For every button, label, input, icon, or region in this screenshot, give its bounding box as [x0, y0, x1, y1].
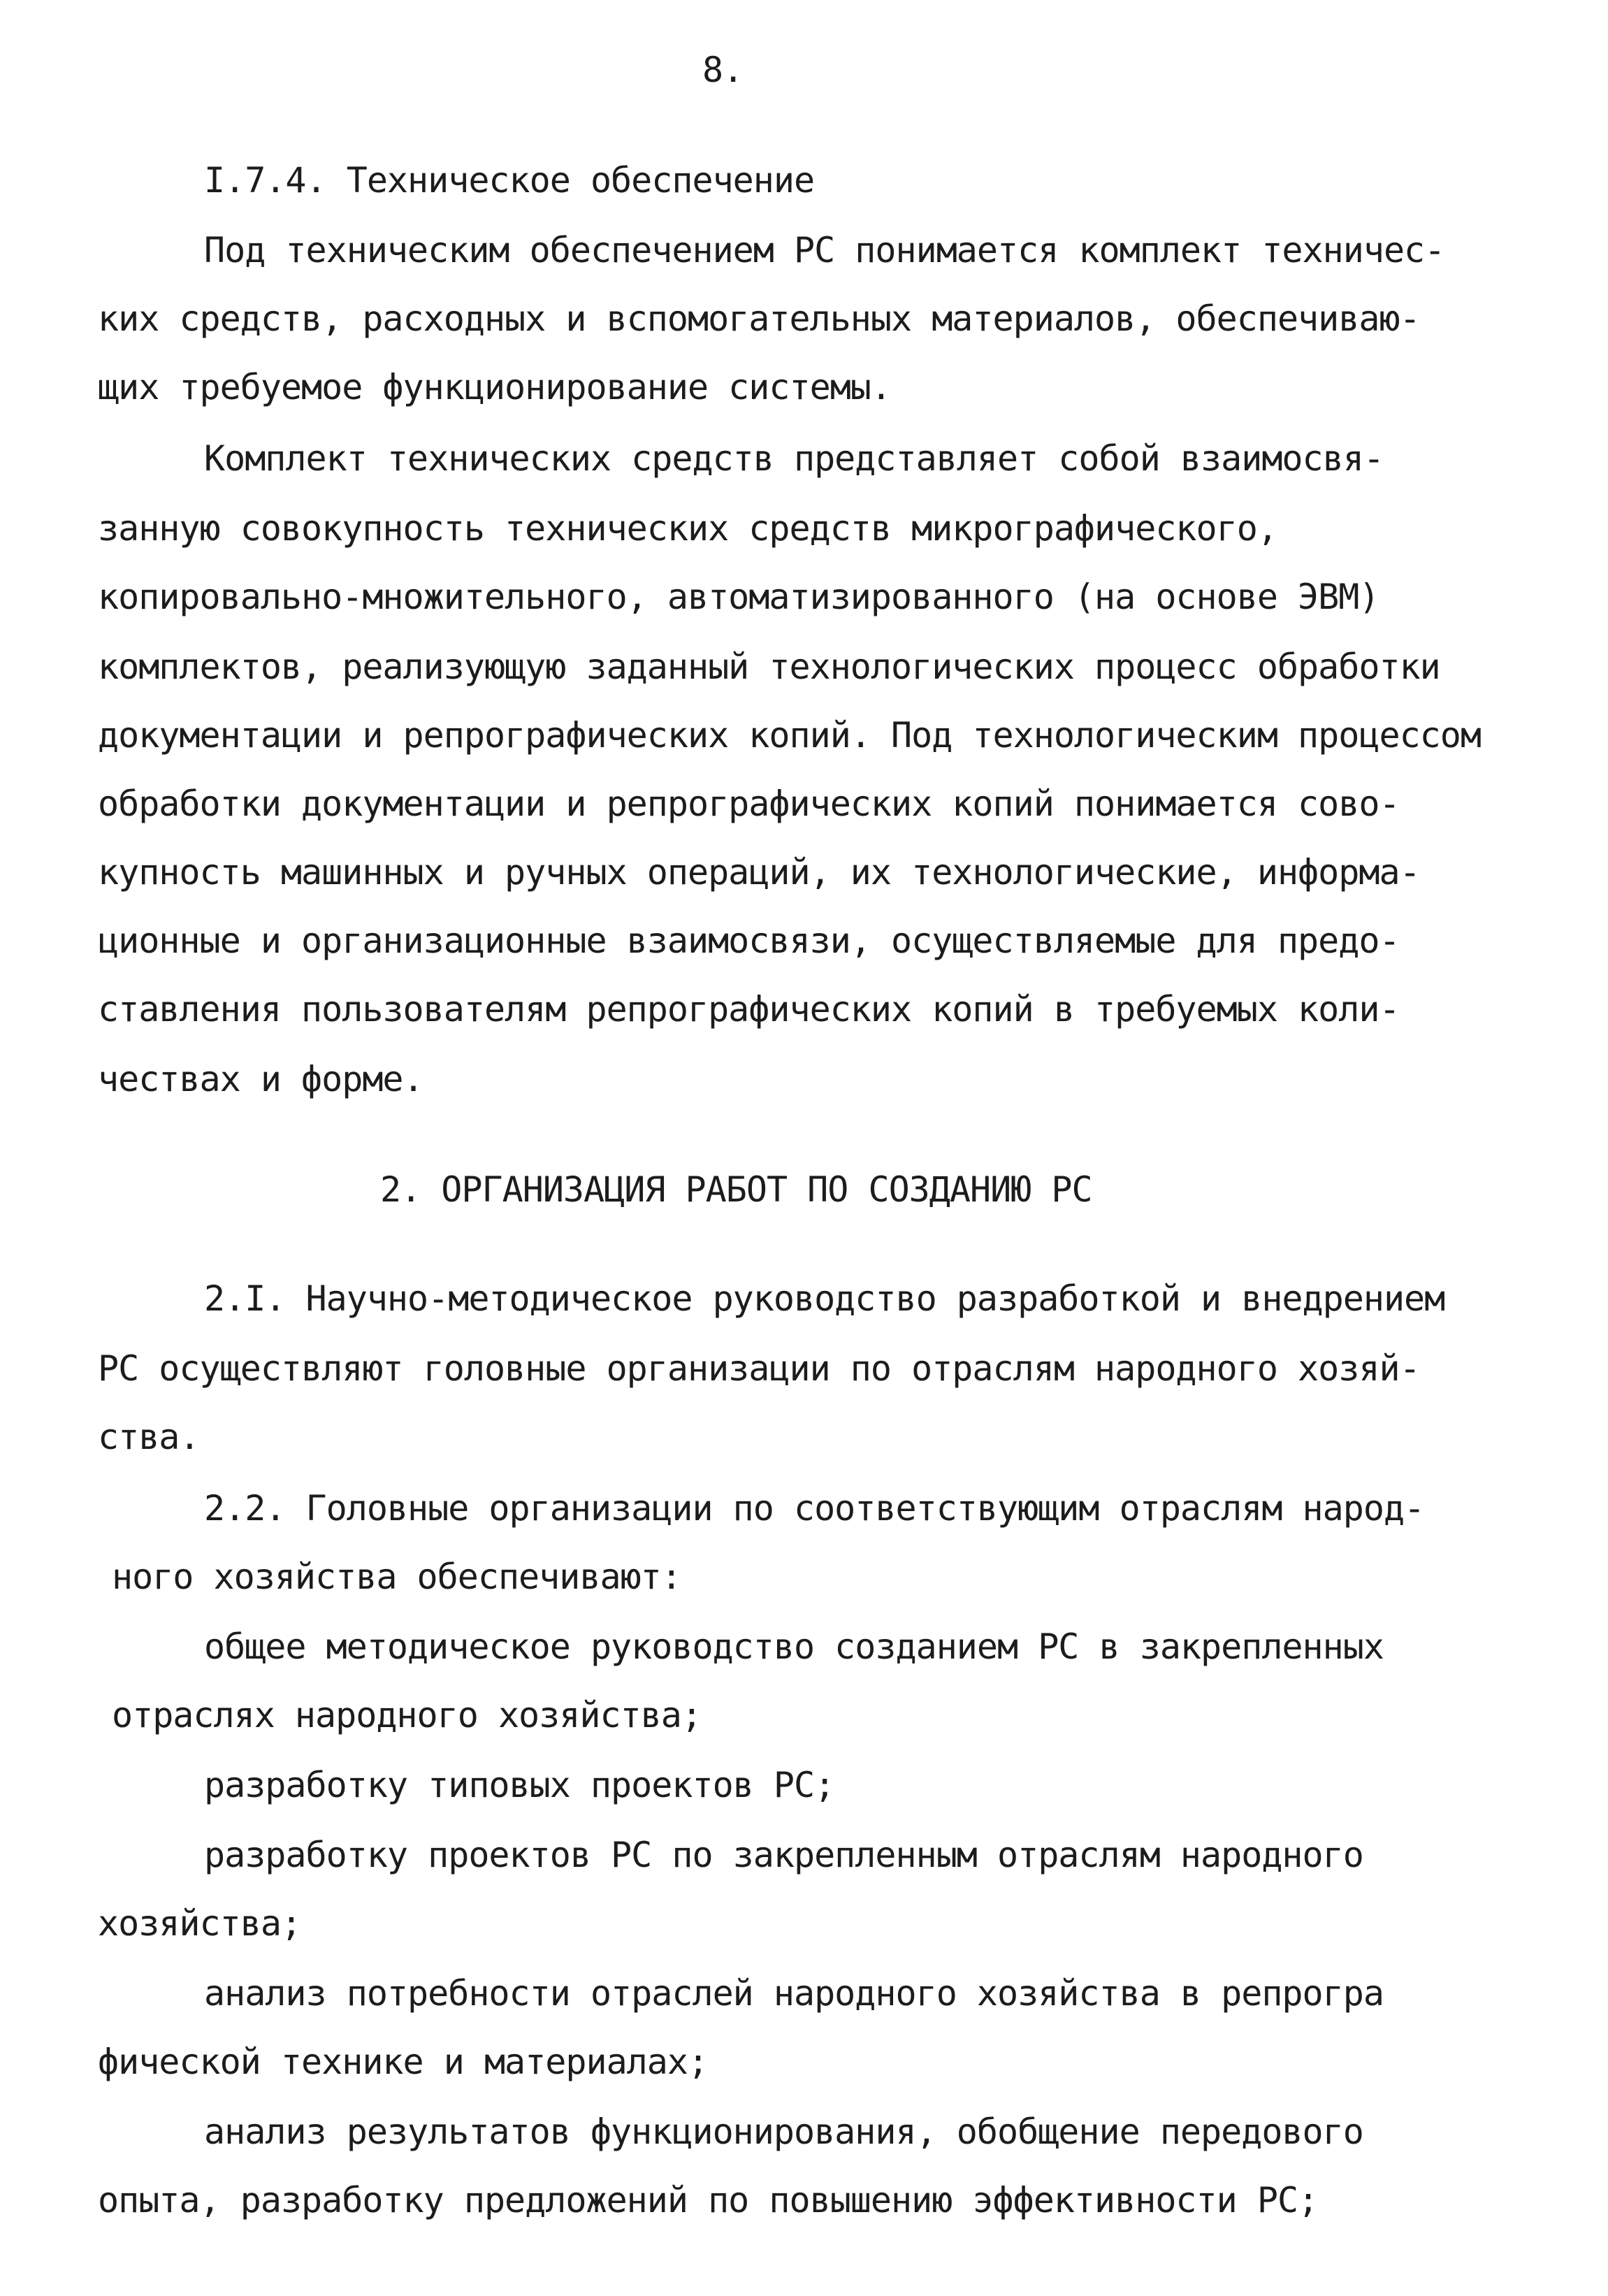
paragraph-line: РС осуществляют головные организации по отраслям народного хозяй- — [98, 1348, 1420, 1389]
section-heading-2: 2. ОРГАНИЗАЦИЯ РАБОТ ПО СОЗДАНИЮ РС — [380, 1169, 1092, 1210]
paragraph-line: ких средств, расходных и вспомогательных материалов, обеспечиваю- — [98, 298, 1420, 339]
paragraph-line: купность машинных и ручных операций, их технологические, информа- — [98, 852, 1420, 893]
paragraph-line: ного хозяйства обеспечивают: — [112, 1557, 681, 1597]
paragraph-line: копировально-множительного, автоматизированного (на основе ЭВМ) — [98, 577, 1379, 617]
list-item-line: разработку типовых проектов РС; — [204, 1765, 835, 1805]
list-item-line: хозяйства; — [98, 1903, 302, 1944]
paragraph-line: документации и репрографических копий. Под технологическим процессом — [98, 715, 1481, 756]
paragraph-line: комплектов, реализующую заданный технологических процесс обработки — [98, 647, 1440, 687]
list-item-line: опыта, разработку предложений по повышению эффективности РС; — [98, 2180, 1319, 2221]
page-number: 8. — [702, 50, 744, 90]
list-item-line: отраслях народного хозяйства; — [112, 1695, 702, 1735]
paragraph-line: ства. — [98, 1417, 200, 1457]
paragraph-line: занную совокупность технических средств микрографического, — [98, 508, 1277, 549]
paragraph-line: щих требуемое функционирование системы. — [98, 367, 891, 407]
paragraph-line: обработки документации и репрографических копий понимается сово- — [98, 784, 1400, 824]
list-item-line: разработку проектов РС по закрепленным отраслям народного — [204, 1835, 1363, 1875]
paragraph-line: Комплект технических средств представляет собой взаимосвя- — [204, 438, 1384, 479]
paragraph-line: 2.I. Научно-методическое руководство разработкой и внедрением — [204, 1278, 1445, 1319]
paragraph-line: ставления пользователям репрографических копий в требуемых коли- — [98, 989, 1400, 1030]
paragraph-line: чествах и форме. — [98, 1059, 423, 1099]
list-item-line: фической технике и материалах; — [98, 2042, 709, 2082]
list-item-line: общее методическое руководство созданием РС в закрепленных — [204, 1626, 1384, 1667]
paragraph-line: Под техническим обеспечением РС понимается комплект техничес- — [204, 230, 1445, 270]
paragraph-line: ционные и организационные взаимосвязи, осуществляемые для предо- — [98, 920, 1400, 961]
list-item-line: анализ результатов функционирования, обобщение передового — [204, 2111, 1363, 2152]
list-item-line: анализ потребности отраслей народного хозяйства в репрогра — [204, 1973, 1384, 2014]
paragraph-line: 2.2. Головные организации по соответствующим отраслям народ- — [204, 1488, 1425, 1529]
section-heading-1-7-4: I.7.4. Техническое обеспечение — [204, 160, 815, 201]
